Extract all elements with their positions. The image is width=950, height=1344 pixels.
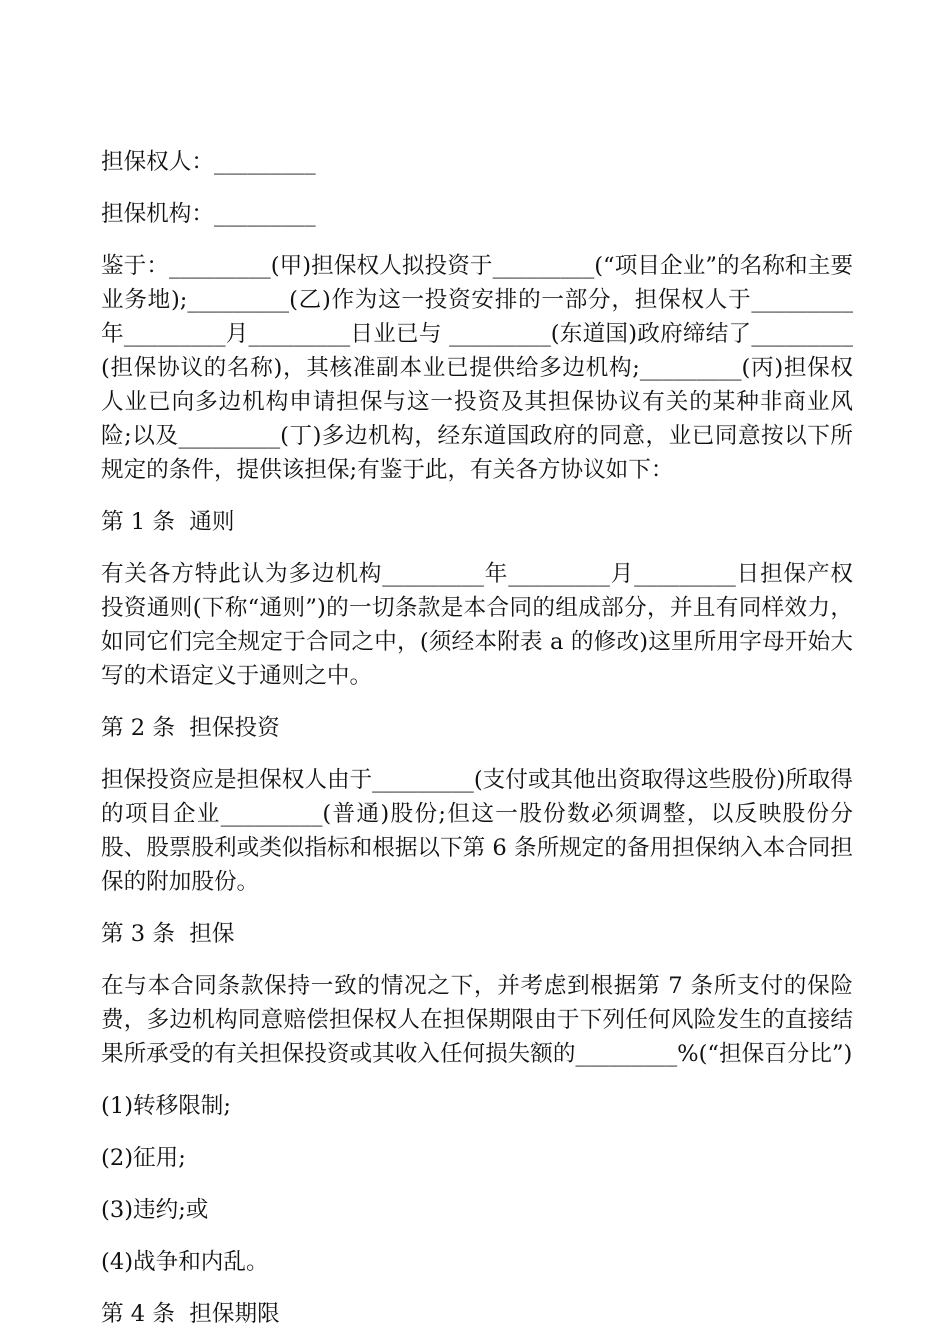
guarantee-holder-line: 担保权人：_________ — [101, 149, 316, 175]
risk-item-expropriation: (2)征用; — [101, 1145, 186, 1171]
article2-heading: 第 2 条 担保投资 — [101, 715, 280, 741]
guarantor-line: 担保机构：_________ — [101, 201, 316, 227]
risk-item-breach: (3)违约;或 — [101, 1197, 209, 1223]
article4-heading: 第 4 条 担保期限 — [101, 1301, 280, 1327]
article1-body: 有关各方特此认为多边机构_________年_________月_________日担保产权投资通则(下称“通则”)的一切条款是本合同的组成部分，并且有同样效力，如同它们完全规定于合同之中，(须经本附表 a 的修改)这里所用字母开始大写的术语定义于通则之中。 — [101, 561, 853, 689]
document-page — [101, 145, 853, 1331]
article3-body: 在与本合同条款保持一致的情况之下，并考虑到根据第 7 条所支付的保险费，多边机构同意赔偿担保权人在担保期限由于下列任何风险发生的直接结果所承受的有关担保投资或其收入任何损失额的_________%(“担保百分比”) — [101, 973, 853, 1067]
article3-heading: 第 3 条 担保 — [101, 921, 235, 947]
risk-item-war: (4)战争和内乱。 — [101, 1249, 269, 1275]
article2-body: 担保投资应是担保权人由于_________(支付或其他出资取得这些股份)所取得的项目企业_________(普通)股份;但这一股份数必须调整，以反映股份分股、股票股利或类似指标和根据以下第 6 条所规定的备用担保纳入本合同担保的附加股份。 — [101, 767, 853, 895]
article1-heading: 第 1 条 通则 — [101, 509, 235, 535]
recital-paragraph: 鉴于：_________(甲)担保权人拟投资于_________(“项目企业”的名称和主要业务地);_________(乙)作为这一投资安排的一部分，担保权人于_________年_________月_________日业已与 _________(东道国)政府缔结了_________(担保协议的名称)，其核准副本业已提供给多边机构;_________(丙)担保权人业已向多边机构申请担保与这一投资及其担保协议有关的某种非商业风险;以及_________(丁)多边机构，经东道国政府的同意，业已同意按以下所规定的条件，提供该担保;有鉴于此，有关各方协议如下： — [101, 253, 853, 483]
risk-item-transfer: (1)转移限制; — [101, 1093, 231, 1119]
